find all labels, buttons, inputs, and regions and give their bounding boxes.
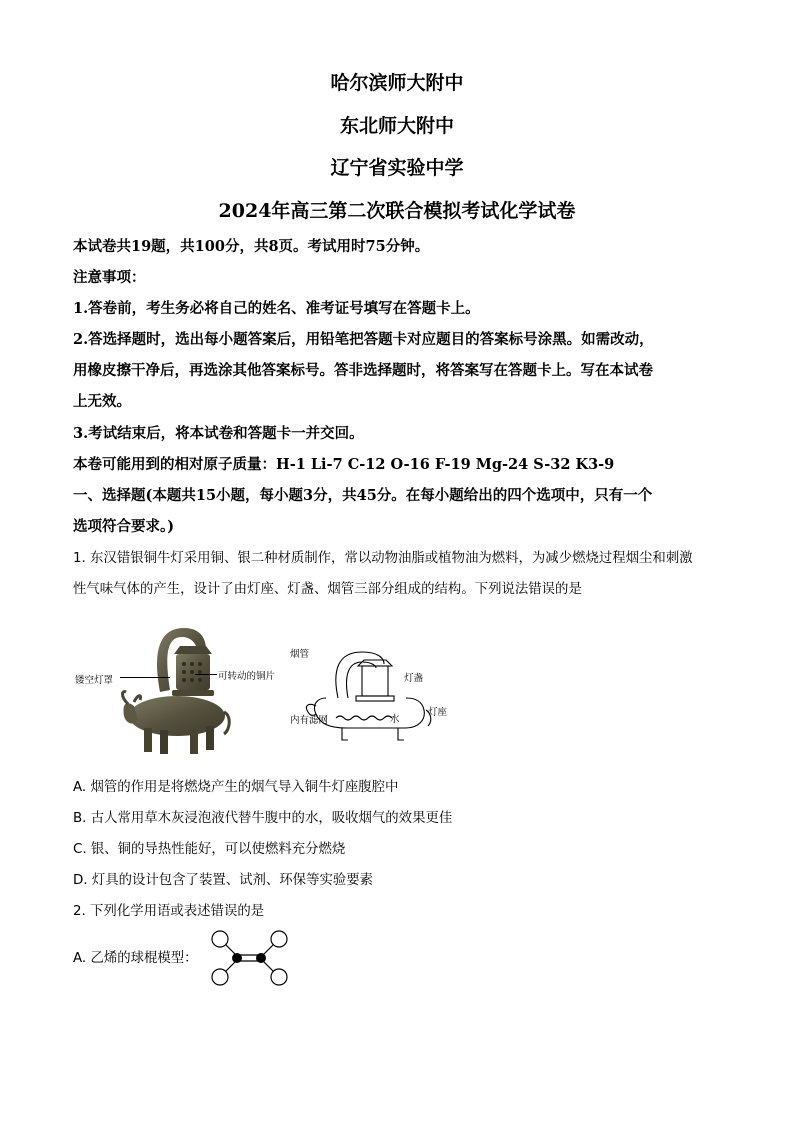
- carbon-atom: [256, 953, 266, 963]
- lamp-schematic-diagram: [286, 640, 466, 745]
- hydrogen-atom: [271, 969, 287, 985]
- notice-heading: 注意事项：: [73, 269, 146, 286]
- label-water: 水: [390, 714, 400, 725]
- leader-line-hollow-shade: [120, 677, 170, 678]
- atomic-masses: 本卷可能用到的相对原子质量：H-1 Li-7 C-12 O-16 F-19 Mg-24 S-32 K3-9: [73, 456, 615, 473]
- ethylene-ball-stick-model: [205, 928, 295, 992]
- notice-2-line-3: 上无效。: [73, 393, 131, 410]
- q1-option-c: C. 银、铜的导热性能好，可以使燃料充分燃烧: [73, 842, 346, 857]
- exam-title: 2024年高三第二次联合模拟考试化学试卷: [218, 200, 576, 222]
- label-lamp-base: 灯座: [428, 707, 448, 718]
- q1-stem-line-1: 1. 东汉错银铜牛灯采用铜、银二种材质制作，常以动物油脂或植物油为燃料，为减少燃烧过程烟尘和刺激: [73, 551, 693, 566]
- leader-line-rotatable-piece: [195, 674, 217, 675]
- ethylene-model-drawing: [205, 928, 295, 988]
- school-name-northeast: 东北师大附中: [339, 115, 454, 137]
- q1-option-d: D. 灯具的设计包含了装置、试剂、环保等实验要素: [73, 873, 374, 888]
- hydrogen-atom: [271, 931, 287, 947]
- q2-option-a: A. 乙烯的球棍模型：: [73, 951, 198, 966]
- section-heading-line-1: 一、选择题(本题共15小题，每小题3分，共45分。在每小题给出的四个选项中，只有一个: [73, 487, 653, 504]
- section-heading-line-2: 选项符合要求。): [73, 518, 175, 535]
- label-inner-filter: 内有滤网: [290, 715, 329, 726]
- ox-lamp-illustration: [72, 620, 282, 760]
- ox-lamp-photo: [72, 620, 282, 760]
- q1-option-b: B. 古人常用草木灰浸泡液代替牛腹中的水，吸收烟气的效果更佳: [73, 811, 453, 826]
- notice-2-line-2: 用橡皮擦干净后，再选涂其他答案标号。答非选择题时，将答案写在答题卡上。写在本试卷: [73, 362, 653, 379]
- school-name-harbin: 哈尔滨师大附中: [330, 72, 464, 94]
- label-hollow-shade: 镂空灯罩: [75, 675, 114, 686]
- label-rotatable-piece: 可转动的铜片: [218, 671, 276, 682]
- q1-option-a: A. 烟管的作用是将燃烧产生的烟气导入铜牛灯座腹腔中: [73, 780, 399, 795]
- notice-2-line-1: 2.答选择题时，选出每小题答案后，用铅笔把答题卡对应题目的答案标号涂黑。如需改动，: [73, 331, 654, 348]
- label-lamp-dish: 灯盏: [404, 673, 424, 684]
- carbon-atom: [232, 953, 242, 963]
- exam-info: 本试卷共19题，共100分，共8页。考试用时75分钟。: [73, 238, 430, 255]
- q2-stem: 2. 下列化学用语或表述错误的是: [73, 904, 265, 919]
- hydrogen-atom: [212, 931, 228, 947]
- q1-stem-line-2: 性气味气体的产生，设计了由灯座、灯盏、烟管三部分组成的结构。下列说法错误的是: [73, 582, 582, 597]
- lamp-structure-schematic: [286, 640, 466, 745]
- hydrogen-atom: [212, 969, 228, 985]
- label-chimney: 烟管: [290, 649, 310, 660]
- notice-3: 3.考试结束后，将本试卷和答题卡一并交回。: [73, 425, 364, 442]
- school-name-liaoning: 辽宁省实验中学: [330, 157, 464, 179]
- notice-1: 1.答卷前，考生务必将自己的姓名、准考证号填写在答题卡上。: [73, 300, 480, 317]
